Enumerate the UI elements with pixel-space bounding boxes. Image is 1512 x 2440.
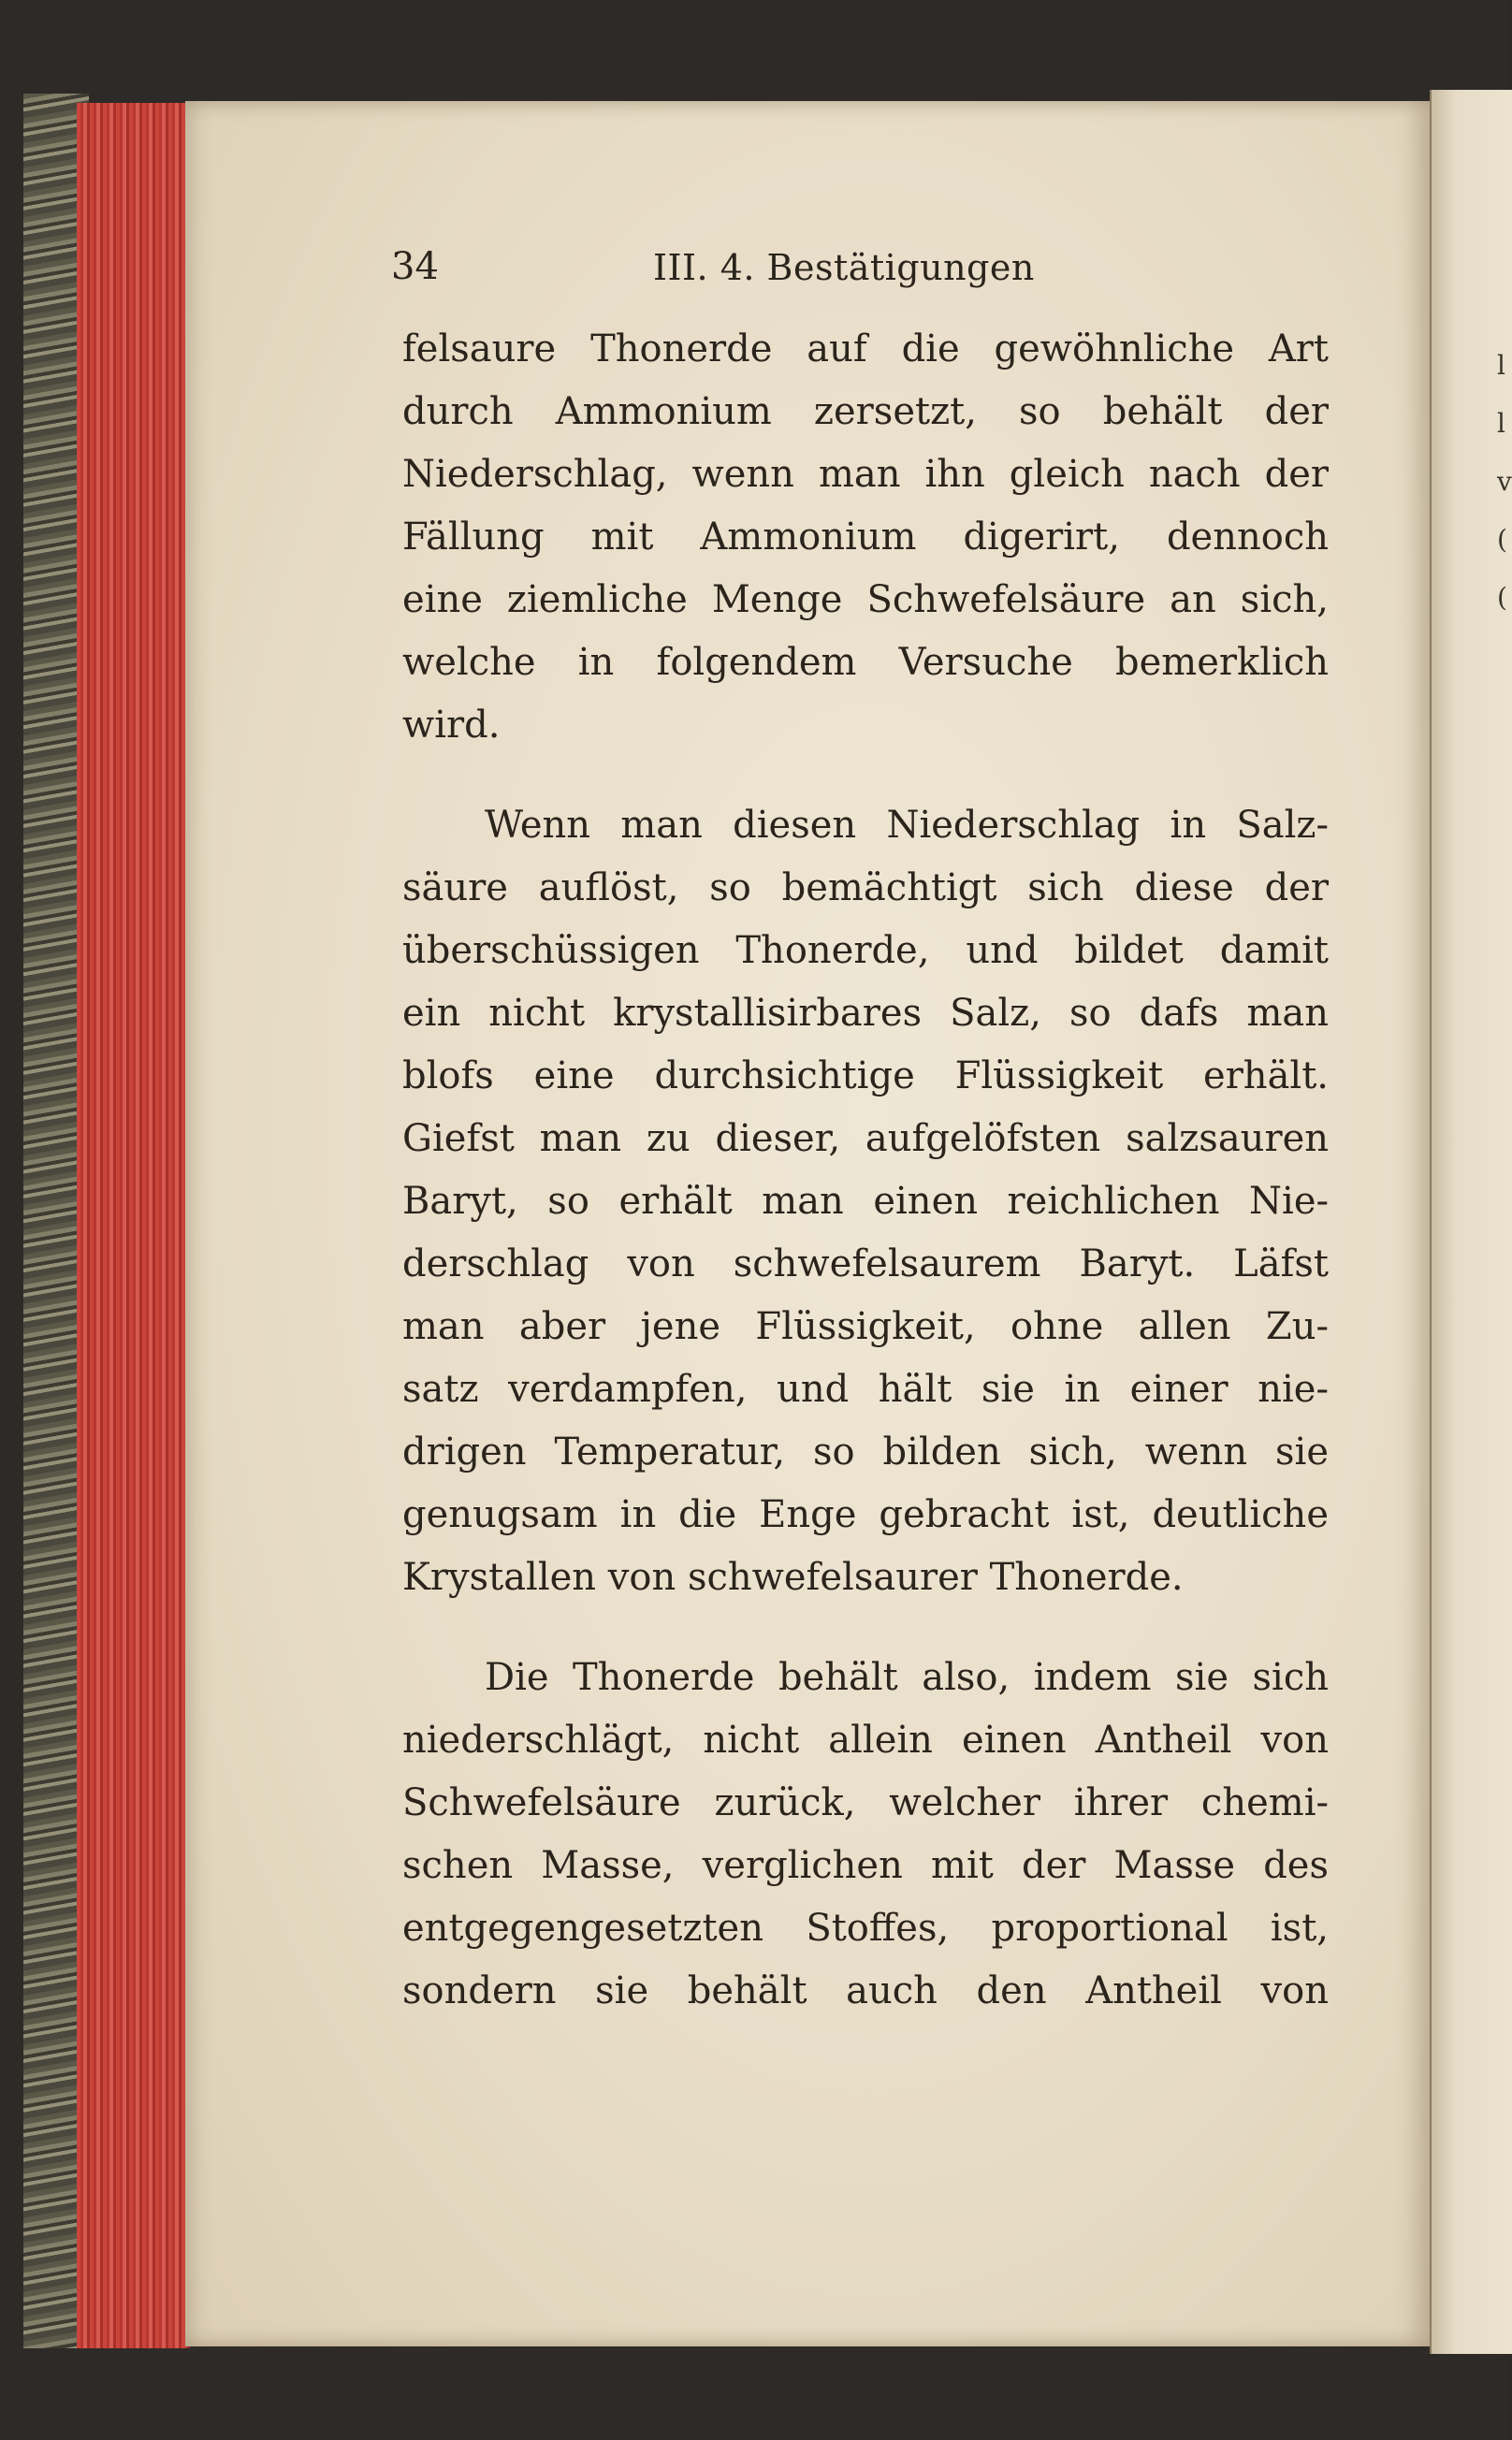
text-line: genugsam in die Enge gebracht ist, deutliche — [402, 1493, 1329, 1536]
text-line: felsaure Thonerde auf die gewöhnliche Art — [402, 327, 1329, 370]
text-line: Wenn man diesen Niederschlag in Salz- — [485, 804, 1329, 847]
text-line: Niederschlag, wenn man ihn gleich nach der — [402, 453, 1329, 496]
paragraph-gap — [402, 757, 1329, 794]
text-line: Fällung mit Ammonium digerirt, dennoch — [402, 516, 1329, 559]
red-page-edges — [77, 103, 190, 2348]
text-line: Krystallen von schwefelsaurer Thonerde. — [402, 1556, 1184, 1599]
text-line: Schwefelsäure zurück, welcher ihrer chemi- — [402, 1781, 1329, 1824]
running-head — [391, 245, 1140, 292]
body-text — [402, 318, 1329, 2023]
page-number: 34 — [391, 245, 439, 288]
text-line: schen Masse, verglichen mit der Masse des — [402, 1844, 1329, 1887]
text-line: eine ziemliche Menge Schwefelsäure an sich, — [402, 578, 1329, 621]
text-line: wird. — [402, 704, 501, 747]
text-line: man aber jene Flüssigkeit, ohne allen Zu- — [402, 1305, 1329, 1348]
text-line: überschüssigen Thonerde, und bildet damit — [402, 929, 1329, 972]
text-line: Die Thonerde behält also, indem sie sich — [485, 1656, 1329, 1699]
text-line: ein nicht krystallisirbares Salz, so dafs man — [402, 992, 1329, 1035]
facing-page-fragments — [1497, 337, 1510, 805]
text-line: Baryt, so erhält man einen reichlichen Nie- — [402, 1180, 1329, 1223]
text-line: entgegengesetzten Stoffes, proportional ist, — [402, 1907, 1329, 1950]
text-line: drigen Temperatur, so bilden sich, wenn sie — [402, 1431, 1329, 1474]
text-line: welche in folgendem Versuche bemerklich — [402, 641, 1329, 684]
facing-fragment: ( — [1497, 582, 1507, 613]
text-line: satz verdampfen, und hält sie in einer nie- — [402, 1368, 1329, 1411]
facing-fragment: ( — [1497, 524, 1507, 555]
text-line: derschlag von schwefelsaurem Baryt. Läfst — [402, 1242, 1329, 1285]
facing-fragment: l — [1497, 408, 1505, 439]
facing-fragment: v — [1497, 466, 1512, 497]
paragraph-gap — [402, 1609, 1329, 1647]
text-line: durch Ammonium zersetzt, so behält der — [402, 390, 1329, 433]
text-line: sondern sie behält auch den Antheil von — [402, 1969, 1329, 2012]
running-title: III. 4. Bestätigungen — [653, 247, 1035, 288]
text-line: blofs eine durchsichtige Flüssigkeit erhält. — [402, 1054, 1329, 1097]
facing-fragment: l — [1497, 350, 1505, 381]
text-line: niederschlägt, nicht allein einen Antheil von — [402, 1719, 1329, 1762]
text-line: säure auflöst, so bemächtigt sich diese der — [402, 866, 1329, 909]
text-line: Giefst man zu dieser, aufgelöfsten salzsauren — [402, 1117, 1329, 1160]
